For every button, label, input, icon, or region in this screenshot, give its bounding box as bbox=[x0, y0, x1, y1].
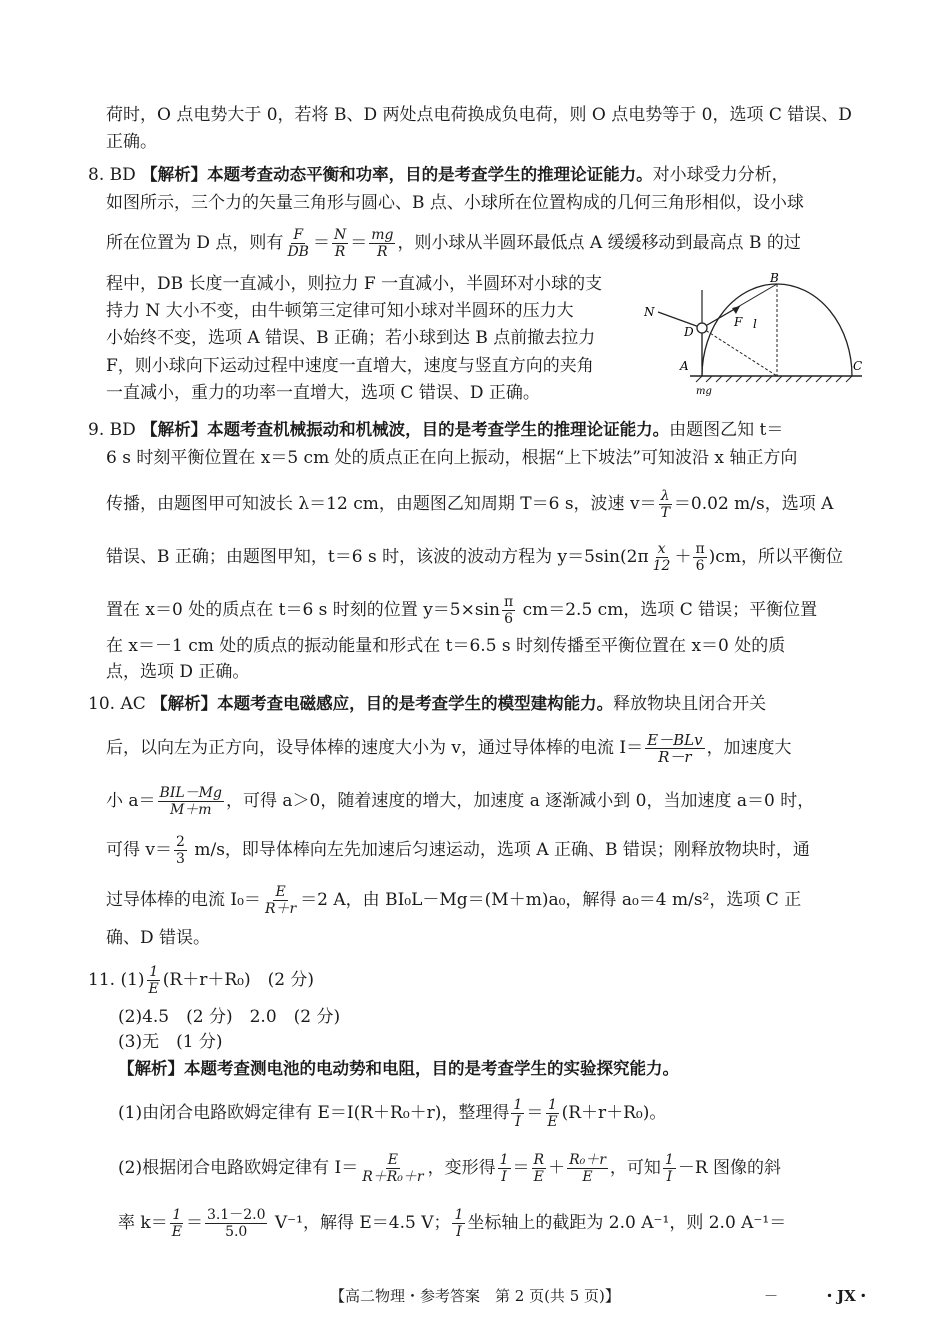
text-line bbox=[106, 884, 801, 917]
text-line: 确、D 错误。 bbox=[106, 928, 211, 948]
text: (1)由闭合电路欧姆定律有 E＝I(R＋R₀＋r)，整理得 bbox=[118, 1103, 510, 1123]
text-line: 正确。 bbox=[106, 132, 157, 152]
fraction: $\frac{\text{BIL－Mg}}{M+m}$ bbox=[159, 785, 222, 818]
text: V⁻¹，解得 E＝4.5 V； bbox=[269, 1213, 451, 1233]
text-line: 一直减小，重力的功率一直增大，选项 C 错误、D 正确。 bbox=[106, 383, 540, 403]
fraction: $\frac{3.1-2.0}{5.0}$ bbox=[206, 1207, 266, 1240]
text: (R＋r＋R₀) (2 分) bbox=[162, 970, 315, 990]
text: 置在 x＝0 处的质点在 t＝6 s 时刻的位置 y＝5×sin bbox=[106, 600, 500, 620]
fraction: $\frac{\lambda}{T}$ bbox=[660, 488, 670, 521]
text: (R＋r＋R₀)。 bbox=[561, 1103, 667, 1123]
fraction: $\frac{1}{E}$ bbox=[148, 964, 159, 997]
question-9-number: 9. BD bbox=[88, 420, 136, 440]
label-N: N bbox=[644, 305, 655, 319]
text: 错误、B 正确；由题图甲知，t＝6 s 时，该波的波动方程为 y＝5sin(2π bbox=[106, 547, 649, 567]
text: 释放物块且闭合开关 bbox=[613, 694, 767, 714]
text: ＝ bbox=[185, 1213, 203, 1233]
text: ＝0.02 m/s，选项 A bbox=[673, 494, 834, 514]
fraction: $\frac{1}{I}$ bbox=[664, 1152, 674, 1185]
question-8-line bbox=[88, 163, 789, 187]
text: )cm，所以平衡位 bbox=[708, 547, 843, 567]
text-line bbox=[106, 541, 843, 574]
text: 后，以向左为正方向，设导体棒的速度大小为 v，通过导体棒的电流 I＝ bbox=[106, 738, 644, 758]
footer-code: ・JX・ bbox=[822, 1287, 871, 1305]
text-line: 点，选项 D 正确。 bbox=[106, 662, 250, 682]
label-D: D bbox=[684, 325, 694, 339]
label-A: A bbox=[680, 359, 689, 373]
text: ，则小球从半圆环最低点 A 缓缓移动到最高点 B 的过 bbox=[397, 233, 801, 253]
text-line bbox=[106, 594, 817, 627]
text: 过导体棒的电流 I₀＝ bbox=[106, 890, 261, 910]
question-10-analysis-tag: 【解析】本题考查电磁感应，目的是考查学生的模型建构能力。 bbox=[151, 694, 614, 713]
fraction: $\frac{F}{DB}$ bbox=[287, 227, 309, 260]
text-line: 6 s 时刻平衡位置在 x＝5 cm 处的质点正在向上振动，根据“上下坡法”可知波沿 x 轴正方向 bbox=[106, 448, 798, 468]
fraction: $\frac{mg}{R}$ bbox=[371, 227, 394, 260]
text: (2)根据闭合电路欧姆定律有 I＝ bbox=[118, 1158, 359, 1178]
text: ，变形得 bbox=[427, 1158, 496, 1178]
text-line: (2)4.5 (2 分) 2.0 (2 分) bbox=[118, 1007, 341, 1027]
text: cm＝2.5 cm，选项 C 错误；平衡位置 bbox=[517, 600, 818, 620]
page-footer: 【高二物理・参考答案 第 2 页(共 5 页)】 bbox=[330, 1287, 620, 1305]
fraction: $\frac{\pi}{6}$ bbox=[503, 594, 514, 627]
label-mg: mg bbox=[696, 386, 712, 397]
text: 所在位置为 D 点，则有 bbox=[106, 233, 284, 253]
fraction: $\frac{\text{R₀＋r}}{E}$ bbox=[569, 1152, 606, 1185]
text: 率 k＝ bbox=[118, 1213, 168, 1233]
fraction: $\frac{1}{E}$ bbox=[171, 1207, 182, 1240]
question-11-analysis-tag: 【解析】本题考查测电池的电动势和电阻，目的是考查学生的实验探究能力。 bbox=[118, 1059, 679, 1078]
fraction: $\frac{E}{R+r}$ bbox=[264, 884, 297, 917]
text: ，可知 bbox=[609, 1158, 661, 1178]
text-line bbox=[106, 834, 810, 867]
text-line: 持力 N 大小不变，由牛顿第三定律可知小球对半圆环的压力大 bbox=[106, 301, 574, 321]
text-line: (3)无 (1 分) bbox=[118, 1032, 223, 1052]
text-line: 程中，DB 长度一直减小，则拉力 F 一直减小，半圆环对小球的支 bbox=[106, 274, 603, 294]
fraction: $\frac{N}{R}$ bbox=[333, 227, 347, 260]
text-line bbox=[118, 1152, 781, 1185]
text-line bbox=[118, 1097, 666, 1130]
fraction: $\frac{1}{I}$ bbox=[454, 1207, 464, 1240]
label-F: F bbox=[734, 315, 743, 329]
text-line: 如图所示，三个力的矢量三角形与圆心、B 点、小球所在位置构成的几何三角形相似，设小球 bbox=[106, 193, 804, 213]
text: ＝ bbox=[512, 1158, 530, 1178]
text-line: 荷时，O 点电势大于 0，若将 B、D 两处点电荷换成负电荷，则 O 点电势等于 0，选项 C 错误、D bbox=[106, 105, 852, 125]
text-line: 小始终不变，选项 A 错误、B 正确；若小球到达 B 点前撤去拉力 bbox=[106, 328, 596, 348]
text: ，加速度大 bbox=[706, 738, 792, 758]
fraction: $\frac{1}{I}$ bbox=[499, 1152, 509, 1185]
fraction: $\frac{x}{12}$ bbox=[652, 541, 671, 574]
text: －R 图像的斜 bbox=[677, 1158, 782, 1178]
question-10-number: 10. AC bbox=[88, 694, 146, 714]
text: m/s，即导体棒向左先加速后匀速运动，选项 A 正确、B 错误；刚释放物块时，通 bbox=[188, 840, 810, 860]
text-line bbox=[106, 488, 833, 521]
fraction: $\frac{\text{E－BLv}}{R-r}$ bbox=[647, 731, 703, 766]
text: ＝ bbox=[526, 1103, 544, 1123]
text-line: 所在位置为 D 点，则有 $\frac{F}{DB}$ ＝ $\frac{N}{R}$ ＝ $\frac{mg}{R}$ ，则小球从半圆环最低点 A 缓缓移动到最高点 B 的过 bbox=[106, 227, 801, 260]
text: ＋ bbox=[674, 547, 692, 567]
text-line bbox=[106, 732, 792, 765]
label-l: l bbox=[753, 317, 757, 331]
text: 坐标轴上的截距为 2.0 A⁻¹，则 2.0 A⁻¹＝ bbox=[467, 1213, 787, 1233]
fraction: $\frac{1}{I}$ bbox=[513, 1097, 523, 1130]
text: 小 a＝ bbox=[106, 791, 156, 811]
text: ，可得 a＞0，随着速度的增大，加速度 a 逐渐减小到 0，当加速度 a＝0 时， bbox=[225, 791, 815, 811]
text: 传播，由题图甲可知波长 λ＝12 cm，由题图乙知周期 T＝6 s，波速 v＝ bbox=[106, 494, 657, 514]
fraction: $\frac{R}{E}$ bbox=[533, 1152, 545, 1185]
text: ＝2 A，由 BI₀L－Mg＝(M＋m)a₀，解得 a₀＝4 m/s²，选项 C 正 bbox=[300, 890, 802, 910]
text: 对小球受力分析， bbox=[652, 165, 789, 185]
question-8-analysis-tag: 【解析】本题考查动态平衡和功率，目的是考查学生的推理论证能力。 bbox=[141, 165, 653, 184]
question-8-number: 8. BD bbox=[88, 165, 136, 185]
question-10-line bbox=[88, 692, 766, 716]
text-line bbox=[106, 785, 814, 818]
question-9-analysis-tag: 【解析】本题考查机械振动和机械波，目的是考查学生的推理论证能力。 bbox=[141, 420, 670, 439]
fraction: $\frac{1}{E}$ bbox=[547, 1097, 558, 1130]
fraction: $\frac{\pi}{6}$ bbox=[695, 541, 705, 574]
question-9-line bbox=[88, 418, 783, 442]
fraction: $\frac{2}{3}$ bbox=[176, 834, 185, 867]
semicircle-force-diagram bbox=[640, 268, 870, 404]
text-line: 在 x＝－1 cm 处的质点的振动能量和形式在 t＝6.5 s 时刻传播至平衡位置在 x＝0 处的质 bbox=[106, 636, 786, 656]
text: 由题图乙知 t＝ bbox=[669, 420, 784, 440]
question-11-line bbox=[88, 964, 314, 997]
label-C: C bbox=[853, 359, 863, 373]
fraction: $\frac{E}{\text{R＋R₀＋r}}$ bbox=[362, 1152, 424, 1185]
text-line: F，则小球向下运动过程中速度一直增大，速度与竖直方向的夹角 bbox=[106, 356, 594, 376]
text: ＋ bbox=[548, 1158, 566, 1178]
text: 可得 v＝ bbox=[106, 840, 173, 860]
footer-dash: — bbox=[765, 1288, 777, 1302]
text-line bbox=[118, 1207, 786, 1240]
question-11-number: 11. (1) bbox=[88, 970, 145, 990]
label-B: B bbox=[770, 271, 779, 285]
